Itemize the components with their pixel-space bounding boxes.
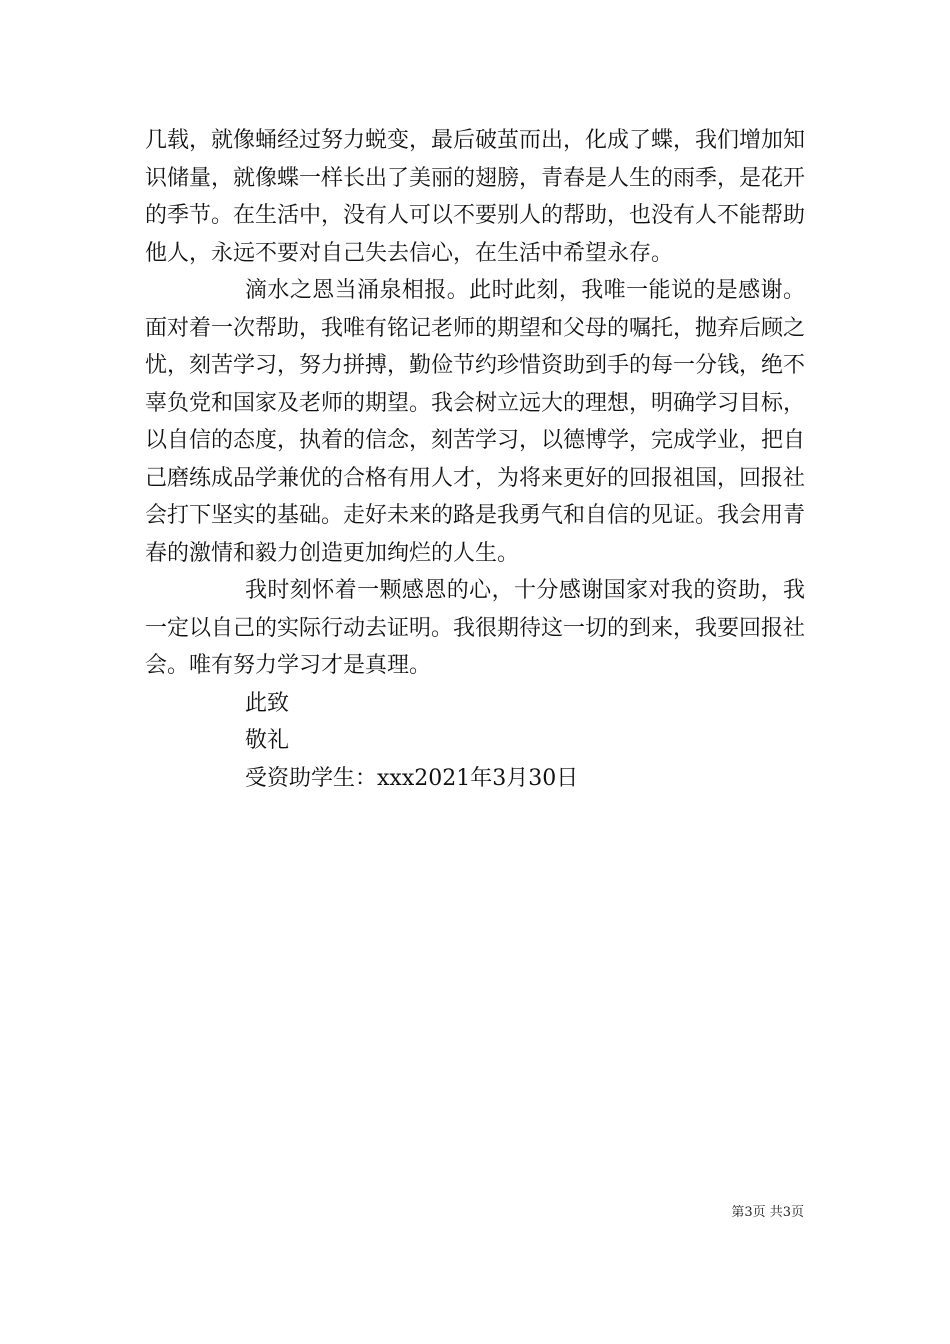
- paragraph-1: 几载，就像蛹经过努力蜕变，最后破茧而出，化成了蝶，我们增加知识储量，就像蝶一样长出了美丽的翅膀，青春是人生的雨季，是花开的季节。在生活中，没有人可以不要别人的帮助，也没有人不能帮助他人，永远不要对自己失去信心，在生活中希望永存。: [145, 128, 806, 266]
- closing-salutation: 此致: [245, 690, 290, 716]
- paragraph-2: 滴水之恩当涌泉相报。此时此刻，我唯一能说的是感谢。面对着一次帮助，我唯有铭记老师的期望和父母的嘱托，抛弃后顾之忧，刻苦学习，努力拼搏，勤俭节约珍惜资助到手的每一分钱，绝不辜负党和国家及老师的期望。我会树立远大的理想，明确学习目标，以自信的态度，执着的信念，刻苦学习，以德博学，完成学业，把自己磨练成品学兼优的合格有用人才，为将来更好的回报祖国，回报社会打下坚实的基础。走好未来的路是我勇气和自信的见证。我会用青春的激情和毅力创造更加绚烂的人生。: [145, 278, 806, 566]
- paragraph-3: 我时刻怀着一颗感恩的心，十分感谢国家对我的资助，我一定以自己的实际行动去证明。我很期待这一切的到来，我要回报社会。唯有努力学习才是真理。: [145, 578, 806, 678]
- page-number-footer: 第3页 共3页: [731, 1205, 804, 1220]
- signature-line: 受资助学生：xxx2021年3月30日: [245, 765, 579, 791]
- letter-body: [145, 122, 805, 797]
- closing-regards: 敬礼: [245, 728, 290, 753]
